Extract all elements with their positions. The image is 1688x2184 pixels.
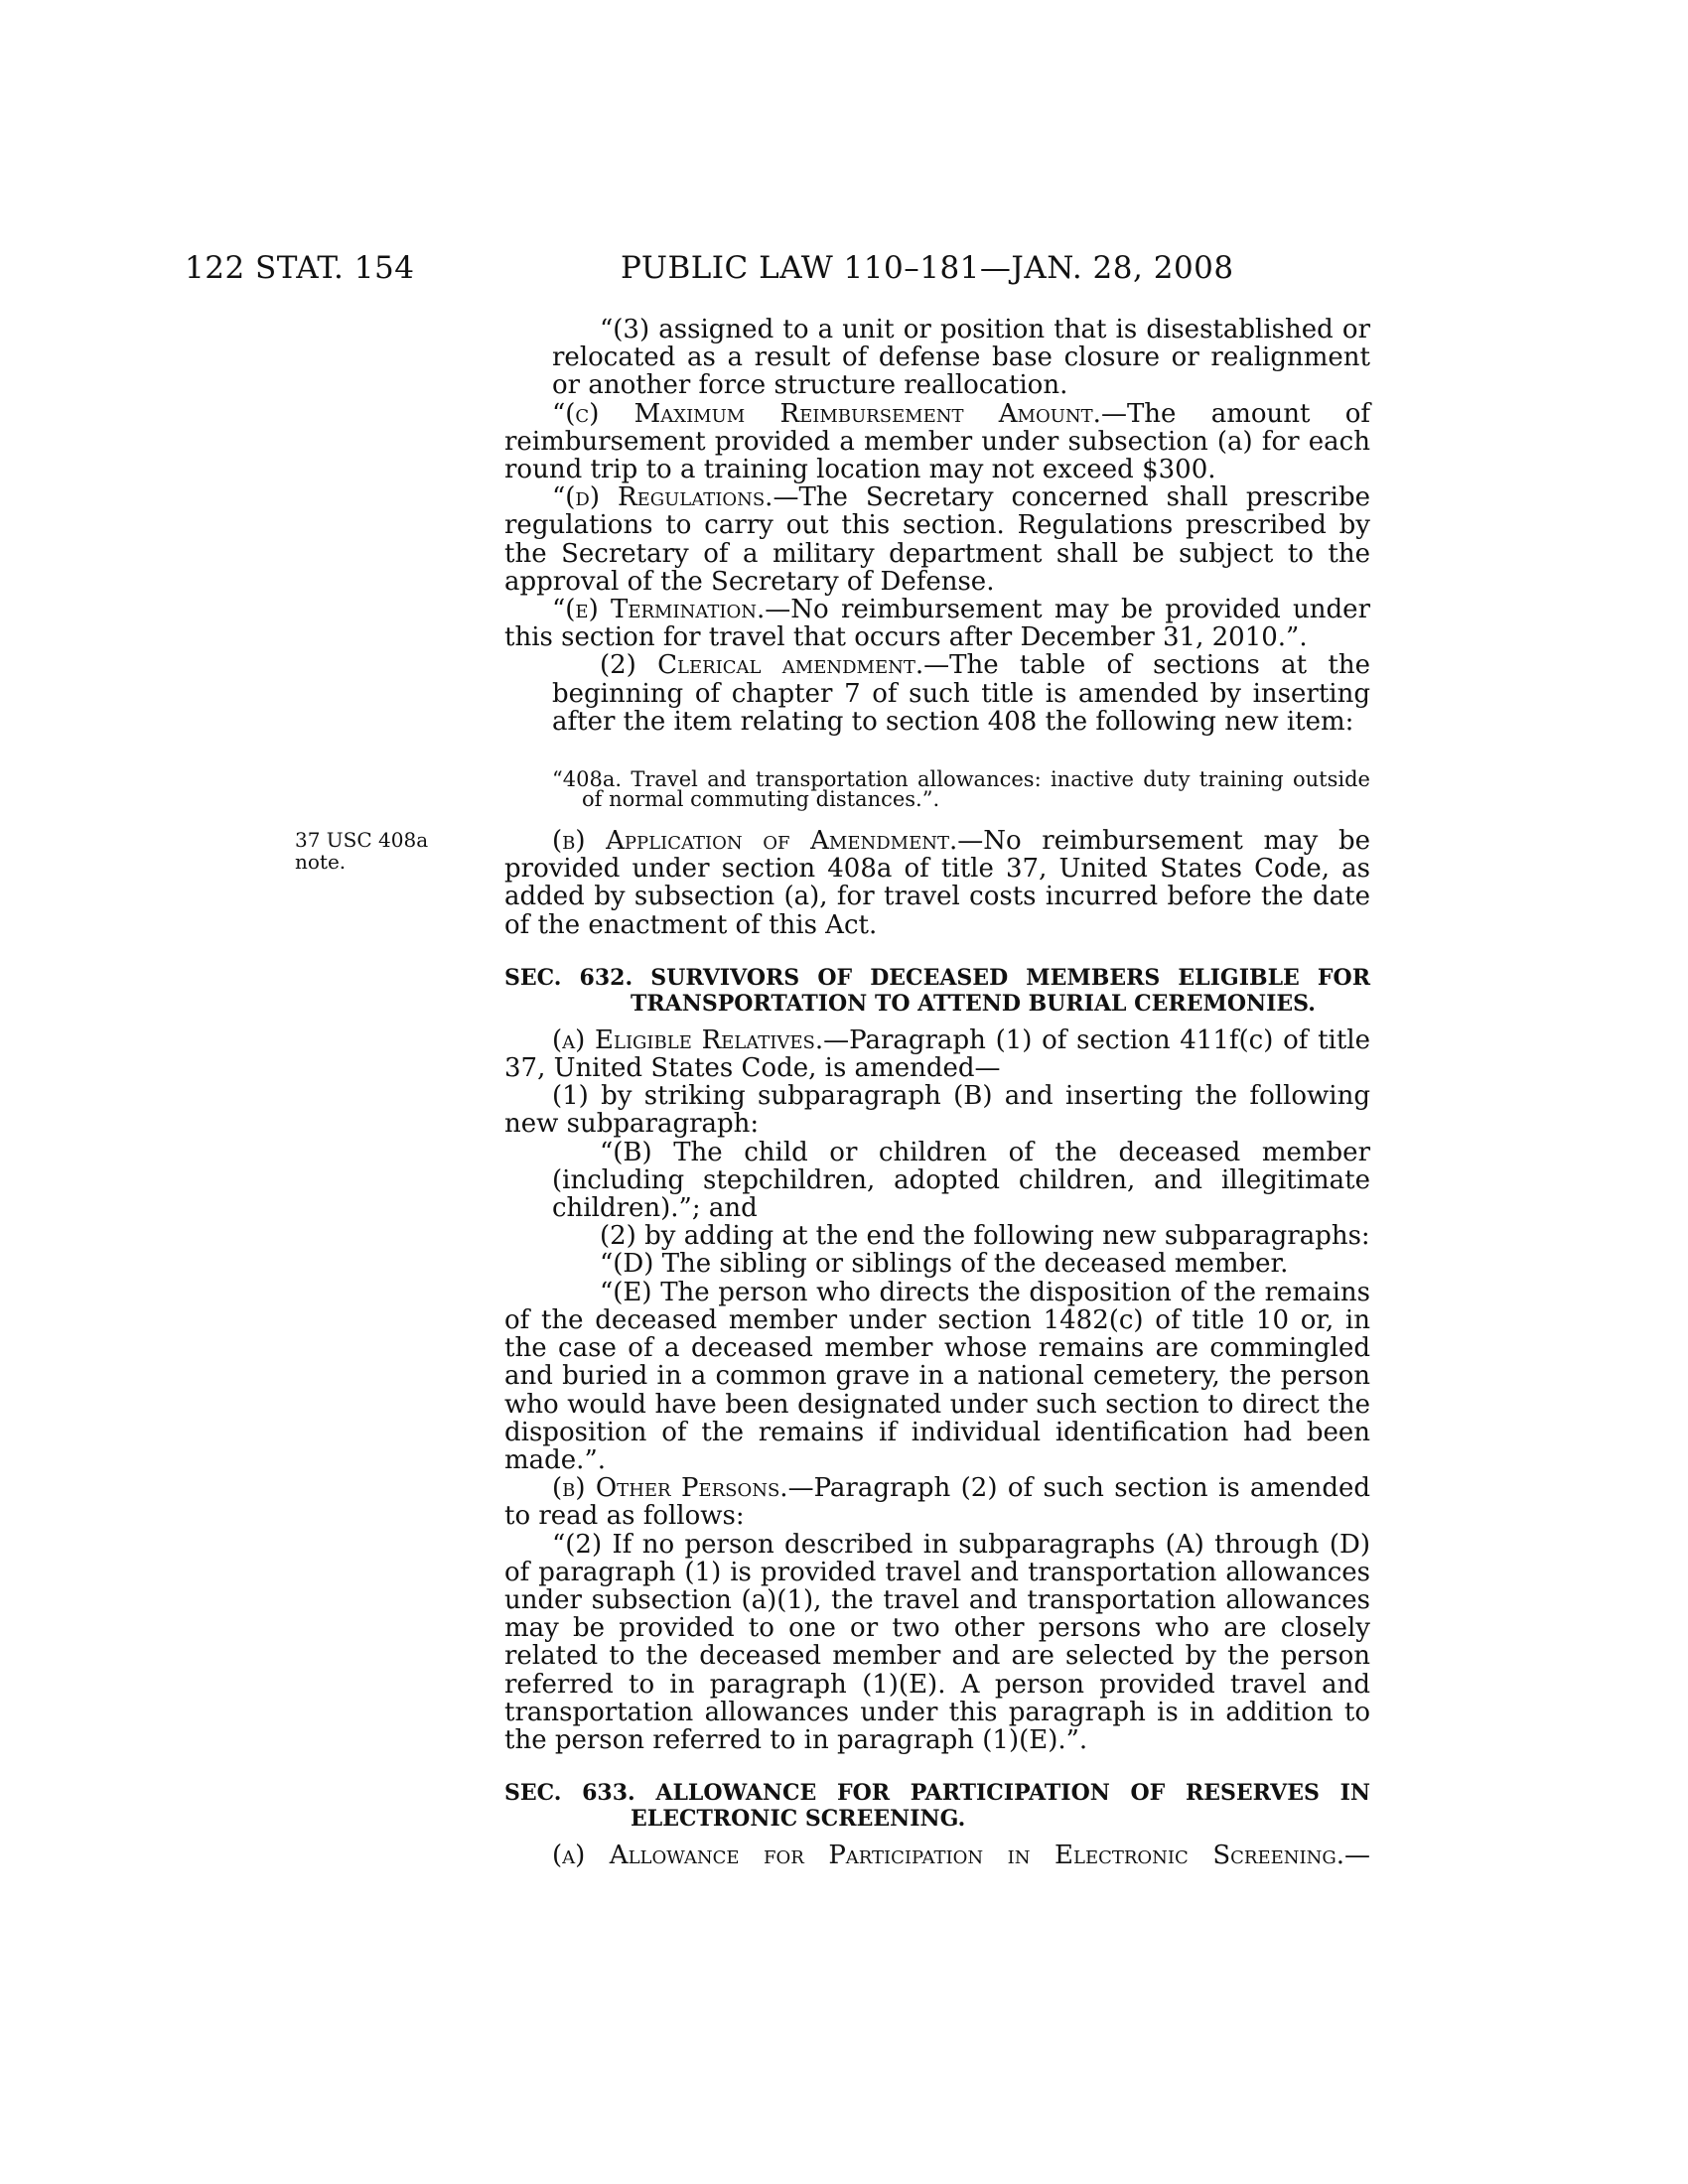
paragraph [504, 400, 1370, 484]
paragraph [504, 1026, 1370, 1082]
paragraph-text: —The Secretary concerned shall prescribe regulations to carry out this section. Regulations prescribed by the Secretary of a military department shall be subject to the approval of the Secretary of Defense. [504, 482, 1370, 597]
running-head: PUBLIC LAW 110–181—JAN. 28, 2008 [621, 250, 1234, 286]
paragraph [504, 651, 1370, 736]
paragraph [504, 1842, 1370, 1869]
paragraph [504, 1474, 1370, 1530]
paragraph-text: —No reimbursement may be provided under section 408a of title 37, United States Code, as added by subsection (a), for travel costs incurred before the date of the enactment of this Act. [504, 826, 1370, 940]
paragraph [504, 483, 1370, 596]
paragraph-text: — [1344, 1841, 1370, 1871]
paragraph-text: —Paragraph (2) of such section is amended to read as follows: [504, 1473, 1370, 1532]
section-heading-633: SEC. 633. ALLOWANCE FOR PARTICIPATION OF RESERVES IN ELECTRONIC SCREENING. [504, 1780, 1370, 1833]
paragraph: (1) by striking subparagraph (B) and inserting the following new subparagraph: [504, 1081, 1370, 1140]
paragraph-text: —The table of sections at the beginning of chapter 7 of such title is amended by inserting after the item relating to section 408 the following new item: [552, 650, 1370, 737]
section-heading-632: SEC. 632. SURVIVORS OF DECEASED MEMBERS ELIGIBLE FOR TRANSPORTATION TO ATTEND BURIAL CEREMONIES. [504, 964, 1370, 1017]
paragraph-text: —No reimbursement may be provided under this section for travel that occurs after December 31, 2010.”. [504, 595, 1370, 653]
paragraph-heading: (b) Application of Amendment. [552, 826, 958, 857]
table-of-sections-item: “408a. Travel and transportation allowances: inactive duty training outside of normal commuting distances.”. [552, 767, 1370, 812]
paragraph-heading: “(c) Maximum Reimbursement Amount. [552, 398, 1101, 429]
body-text [504, 316, 1370, 1869]
margin-note [295, 829, 434, 873]
paragraph [504, 596, 1370, 651]
paragraph: “(2) If no person described in subparagraphs (A) through (D) of paragraph (1) is provided travel and transportation allowances under subsection (a)(1), the travel and transportation allowances may be provided to one or two other persons who are closely related to the deceased member and are selected by the person referred to in paragraph (1)(E). A person provided travel and transportation allowances under this paragraph is in addition to the person referred to in paragraph (1)(E).”. [504, 1529, 1370, 1755]
paragraph [504, 827, 1370, 939]
paragraph: “(E) The person who directs the disposition of the remains of the deceased member under section 1482(c) of title 10 or, in the case of a deceased member whose remains are commingled and buried in a common grave in a national cemetery, the person who would have been designated under such section to direct the disposition of the remains if individual identification had been made.”. [504, 1277, 1370, 1475]
paragraph-heading: “(d) Regulations. [552, 482, 774, 513]
page-citation: 122 STAT. 154 [185, 250, 415, 286]
paragraph-heading: (2) Clerical amendment. [600, 650, 924, 681]
margin-note-line-2: note. [295, 850, 347, 874]
paragraph-heading: (a) Eligible Relatives. [552, 1024, 824, 1055]
paragraph: “(3) assigned to a unit or position that is disestablished or relocated as a result of defense base closure or realignment or another force structure reallocation. [552, 315, 1370, 401]
margin-note-line-1: 37 USC 408a [295, 828, 429, 852]
paragraph-heading: (a) Allowance for Participation in Electronic Screening. [552, 1841, 1344, 1871]
paragraph: “(B) The child or children of the deceased member (including stepchildren, adopted children, and illegitimate children).”; and [552, 1137, 1370, 1224]
paragraph-heading: (b) Other Persons. [552, 1473, 788, 1504]
paragraph-text: —The amount of reimbursement provided a member under subsection (a) for each round trip to a training location may not exceed $300. [504, 398, 1370, 485]
paragraph-heading: “(e) Termination. [552, 595, 766, 625]
paragraph-text: —Paragraph (1) of section 411f(c) of title 37, United States Code, is amended— [504, 1024, 1371, 1084]
paragraph: “(D) The sibling or siblings of the deceased member. [600, 1249, 1289, 1280]
paragraph: (2) by adding at the end the following new subparagraphs: [600, 1221, 1370, 1252]
